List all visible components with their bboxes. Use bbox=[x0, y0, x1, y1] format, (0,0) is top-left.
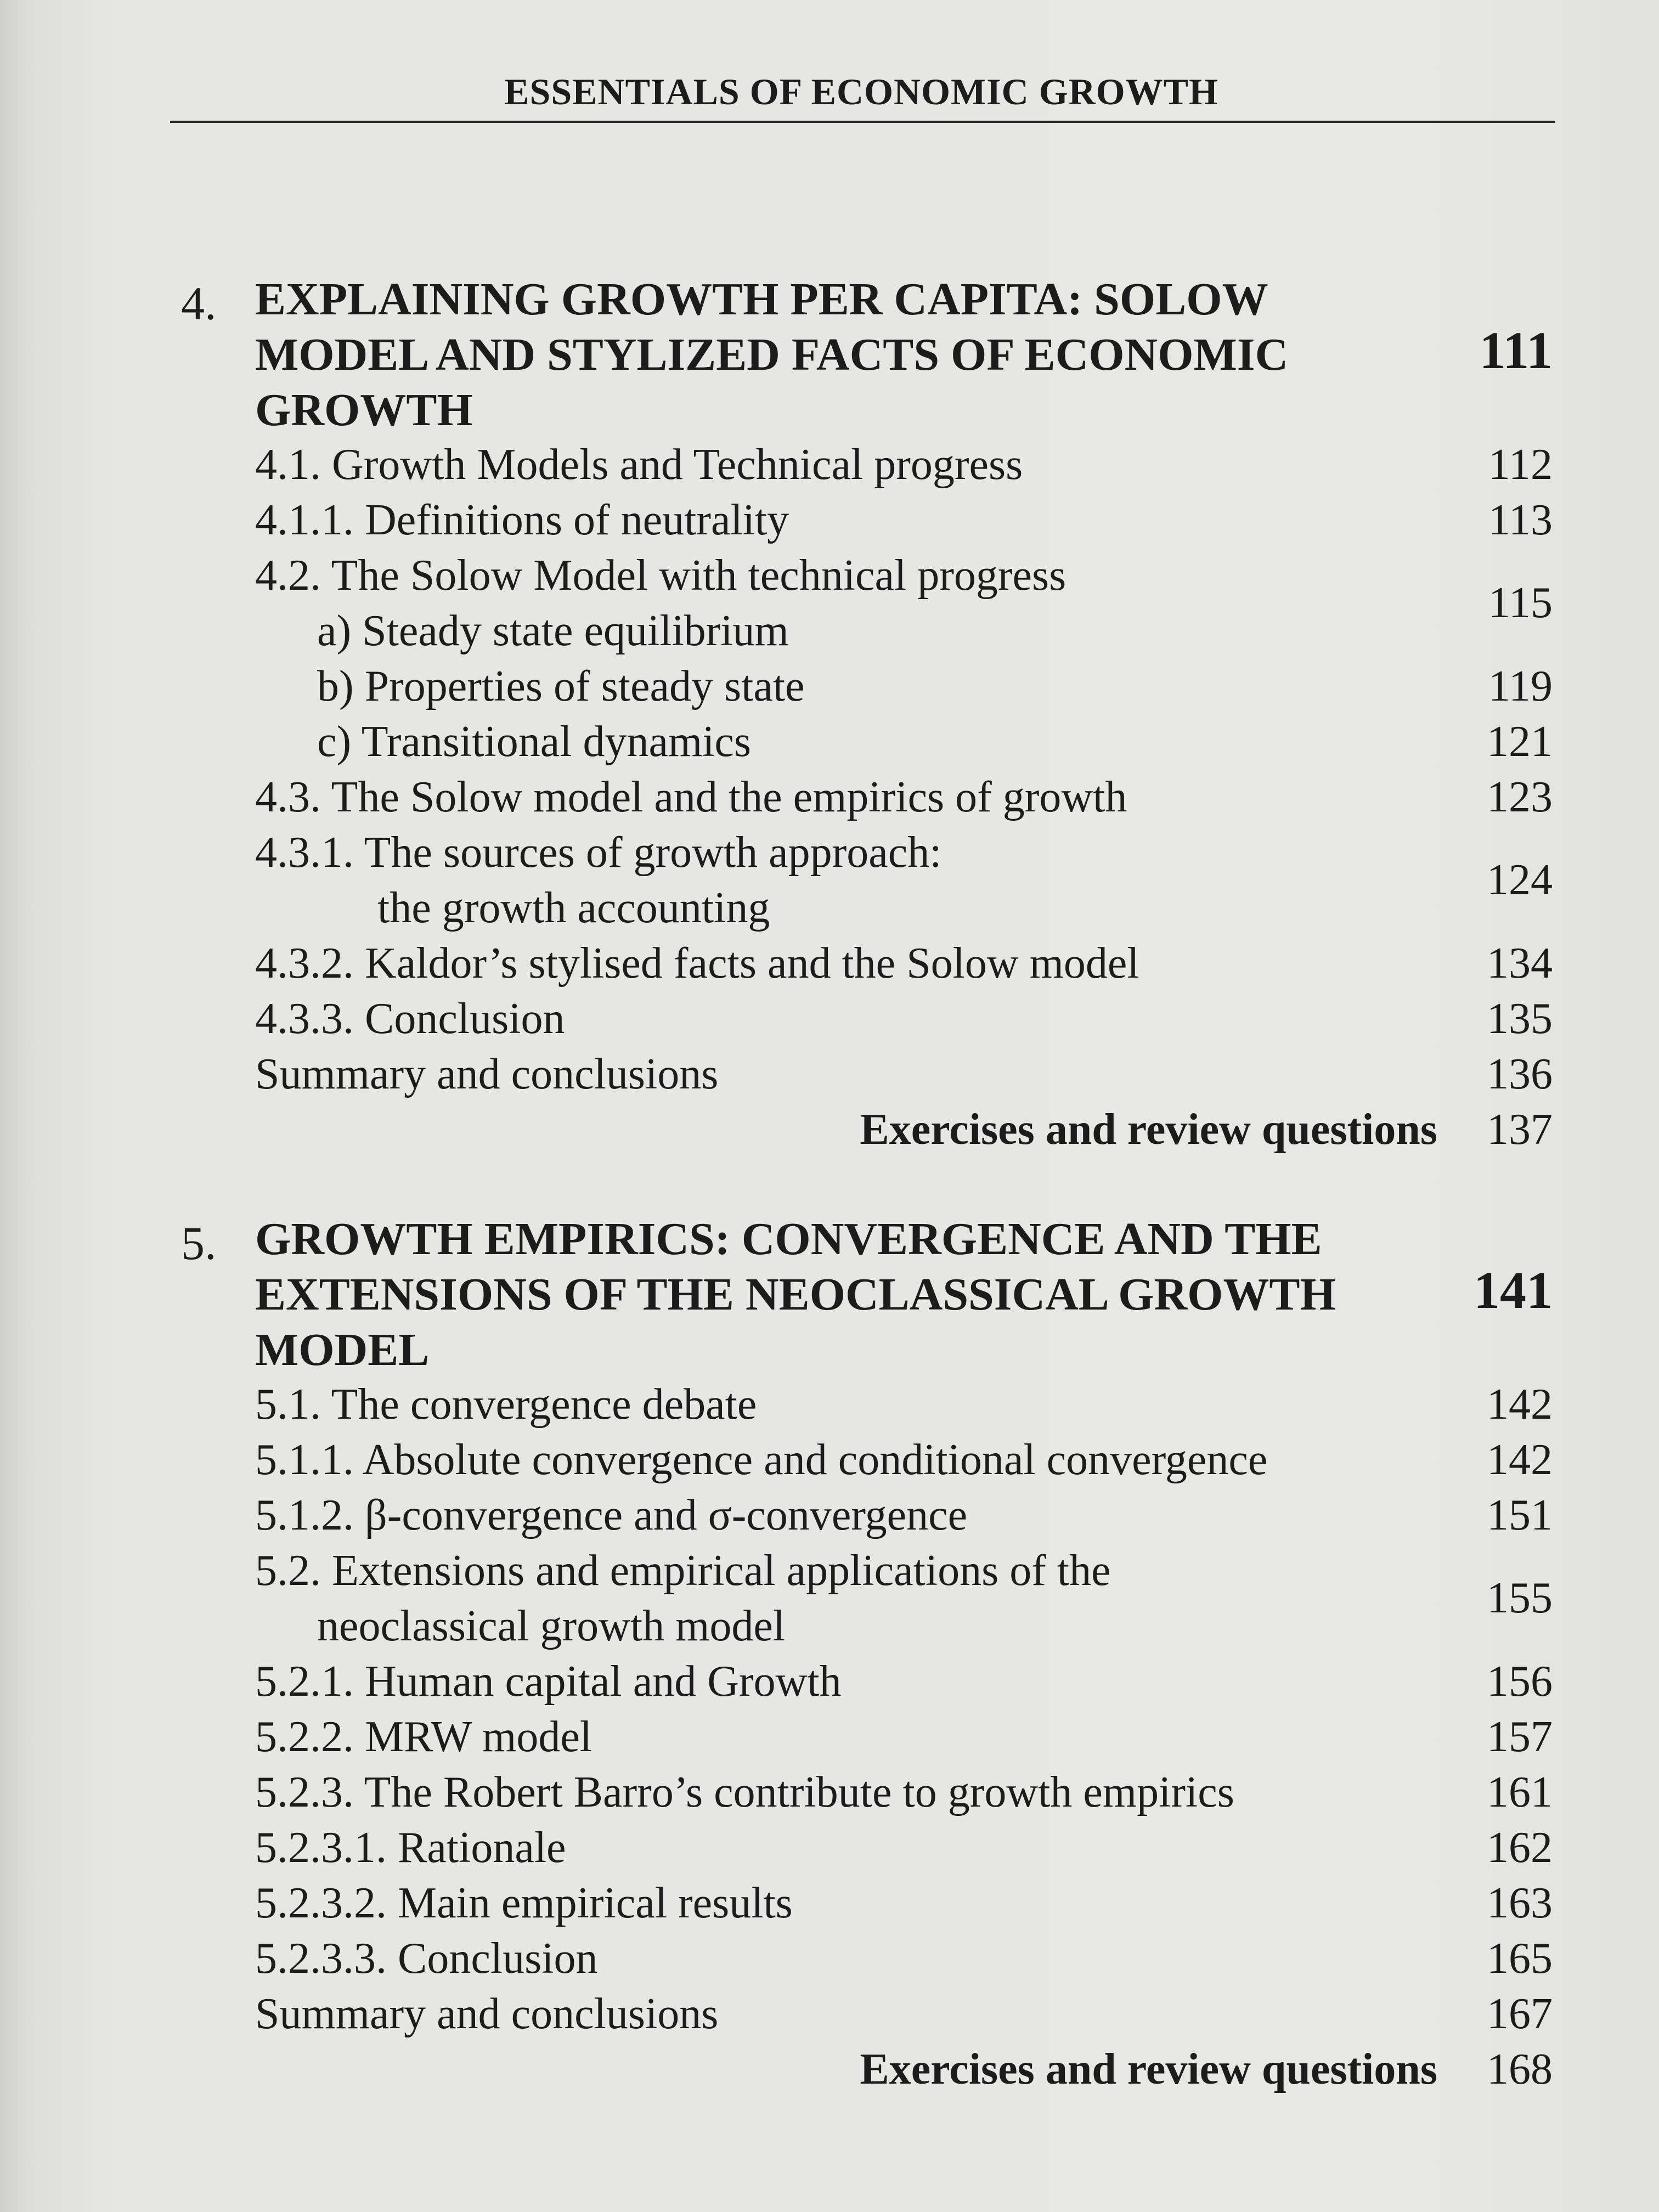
toc-entry-page: 167 bbox=[1487, 1990, 1553, 2038]
toc-entry bbox=[181, 659, 1553, 714]
toc-entry-page: 155 bbox=[1487, 1574, 1553, 1622]
toc-entry-page: 136 bbox=[1487, 1050, 1553, 1098]
toc-entry-label: Exercises and review questions bbox=[860, 1105, 1437, 1154]
toc-entry-label: Summary and conclusions bbox=[255, 1990, 719, 2038]
toc-entry-page: 165 bbox=[1487, 1934, 1553, 1983]
toc-entry-page: 124 bbox=[1487, 856, 1553, 904]
toc-entry bbox=[181, 1543, 1553, 1654]
toc-entry bbox=[181, 825, 1553, 936]
toc-entry bbox=[181, 1820, 1553, 1876]
toc-entry bbox=[181, 1377, 1553, 1432]
toc-entry-label: 4.2. The Solow Model with technical progress bbox=[255, 551, 1066, 600]
toc-entry bbox=[181, 548, 1553, 659]
toc-entry bbox=[181, 1876, 1553, 1931]
chapter-title-line: EXPLAINING GROWTH PER CAPITA: SOLOW bbox=[255, 274, 1268, 325]
toc-entry bbox=[181, 1987, 1553, 2042]
toc-entry-label: c) Transitional dynamics bbox=[317, 718, 752, 766]
toc-entry bbox=[181, 770, 1553, 825]
toc-entry-label: 5.1. The convergence debate bbox=[255, 1380, 757, 1429]
toc-entry bbox=[181, 1432, 1553, 1488]
toc-entry-exercises bbox=[181, 2042, 1553, 2097]
toc-entry bbox=[181, 493, 1553, 548]
chapter-title-line: MODEL bbox=[255, 1324, 430, 1375]
toc-entry-page: 115 bbox=[1488, 579, 1553, 627]
toc-entry-label: 5.2.3.1. Rationale bbox=[255, 1824, 566, 1872]
chapter-title bbox=[255, 272, 1451, 438]
toc-entry-label: Exercises and review questions bbox=[860, 2045, 1437, 2094]
toc-entry-label: 5.2.3.2. Main empirical results bbox=[255, 1879, 793, 1927]
toc-entry-label: Summary and conclusions bbox=[255, 1050, 719, 1098]
toc-entry-page: 142 bbox=[1487, 1436, 1553, 1484]
toc-entry-page: 113 bbox=[1488, 496, 1553, 544]
toc-entry-label: 5.2. Extensions and empirical applications of the bbox=[255, 1547, 1111, 1595]
toc-entry bbox=[181, 936, 1553, 991]
header-rule bbox=[170, 121, 1555, 123]
running-head: ESSENTIALS OF ECONOMIC GROWTH bbox=[504, 71, 1218, 112]
chapter-number: 4. bbox=[181, 277, 217, 330]
chapter-title-line: MODEL AND STYLIZED FACTS OF ECONOMIC bbox=[255, 329, 1289, 380]
toc-entry bbox=[181, 714, 1553, 770]
toc-entry-label: 4.1. Growth Models and Technical progress bbox=[255, 441, 1023, 489]
chapter-number: 5. bbox=[181, 1217, 217, 1269]
toc-entry-label-continued: neoclassical growth model bbox=[317, 1602, 786, 1650]
toc-entry-page: 142 bbox=[1487, 1380, 1553, 1429]
toc-entry-page: 121 bbox=[1487, 718, 1553, 766]
toc-entry-label: 4.3.1. The sources of growth approach: bbox=[255, 828, 942, 877]
toc-entry-label: 4.3.2. Kaldor’s stylised facts and the Solow model bbox=[255, 939, 1139, 988]
chapter-title-line: EXTENSIONS OF THE NEOCLASSICAL GROWTH bbox=[255, 1269, 1336, 1320]
toc-entry bbox=[181, 1709, 1553, 1765]
toc-entry bbox=[181, 1654, 1553, 1709]
chapter-title bbox=[255, 1211, 1451, 1378]
toc-entry-page: 112 bbox=[1488, 441, 1553, 489]
toc-entry-page: 156 bbox=[1487, 1657, 1553, 1706]
toc-entry-page: 137 bbox=[1487, 1105, 1553, 1154]
toc-entry-page: 157 bbox=[1487, 1713, 1553, 1761]
toc-entry-label: 5.2.3.3. Conclusion bbox=[255, 1934, 598, 1983]
chapter-title-line: GROWTH bbox=[255, 385, 473, 436]
toc-entry-exercises bbox=[181, 1102, 1553, 1158]
toc-entry-page: 135 bbox=[1487, 995, 1553, 1043]
toc-entry-page: 163 bbox=[1487, 1879, 1553, 1927]
toc-entry-page: 168 bbox=[1487, 2045, 1553, 2094]
chapter-page-number: 141 bbox=[1474, 1261, 1553, 1319]
toc-entry bbox=[181, 1488, 1553, 1543]
toc-entry-page: 119 bbox=[1488, 662, 1553, 710]
toc-entry-page: 161 bbox=[1487, 1768, 1553, 1816]
toc-entry-label-continued: the growth accounting bbox=[377, 884, 770, 932]
toc-entry-page: 162 bbox=[1487, 1824, 1553, 1872]
toc-entry bbox=[181, 1931, 1553, 1987]
toc-entry-label: 5.1.2. β-convergence and σ-convergence bbox=[255, 1491, 968, 1539]
toc-entry-label: 5.1.1. Absolute convergence and conditional convergence bbox=[255, 1436, 1268, 1484]
toc-entry-label: 4.1.1. Definitions of neutrality bbox=[255, 496, 789, 544]
toc-entry bbox=[181, 1765, 1553, 1820]
chapter-page-number: 111 bbox=[1479, 321, 1553, 380]
toc-entry-label: 5.2.3. The Robert Barro’s contribute to growth empirics bbox=[255, 1768, 1234, 1816]
toc-entry-label: 4.3.3. Conclusion bbox=[255, 995, 565, 1043]
toc-entry-page: 151 bbox=[1487, 1491, 1553, 1539]
toc-entry-page: 123 bbox=[1487, 773, 1553, 821]
toc-entry bbox=[181, 991, 1553, 1047]
toc-entry bbox=[181, 1047, 1553, 1102]
chapter-title-line: GROWTH EMPIRICS: CONVERGENCE AND THE bbox=[255, 1214, 1322, 1265]
toc-entry-label: 4.3. The Solow model and the empirics of growth bbox=[255, 773, 1127, 821]
toc-entry-label: 5.2.1. Human capital and Growth bbox=[255, 1657, 842, 1706]
toc-entry-label-continued: a) Steady state equilibrium bbox=[317, 607, 789, 655]
toc-entry bbox=[181, 437, 1553, 493]
toc-entry-label: b) Properties of steady state bbox=[317, 662, 805, 710]
toc-entry-page: 134 bbox=[1487, 939, 1553, 988]
toc-entry-label: 5.2.2. MRW model bbox=[255, 1713, 592, 1761]
